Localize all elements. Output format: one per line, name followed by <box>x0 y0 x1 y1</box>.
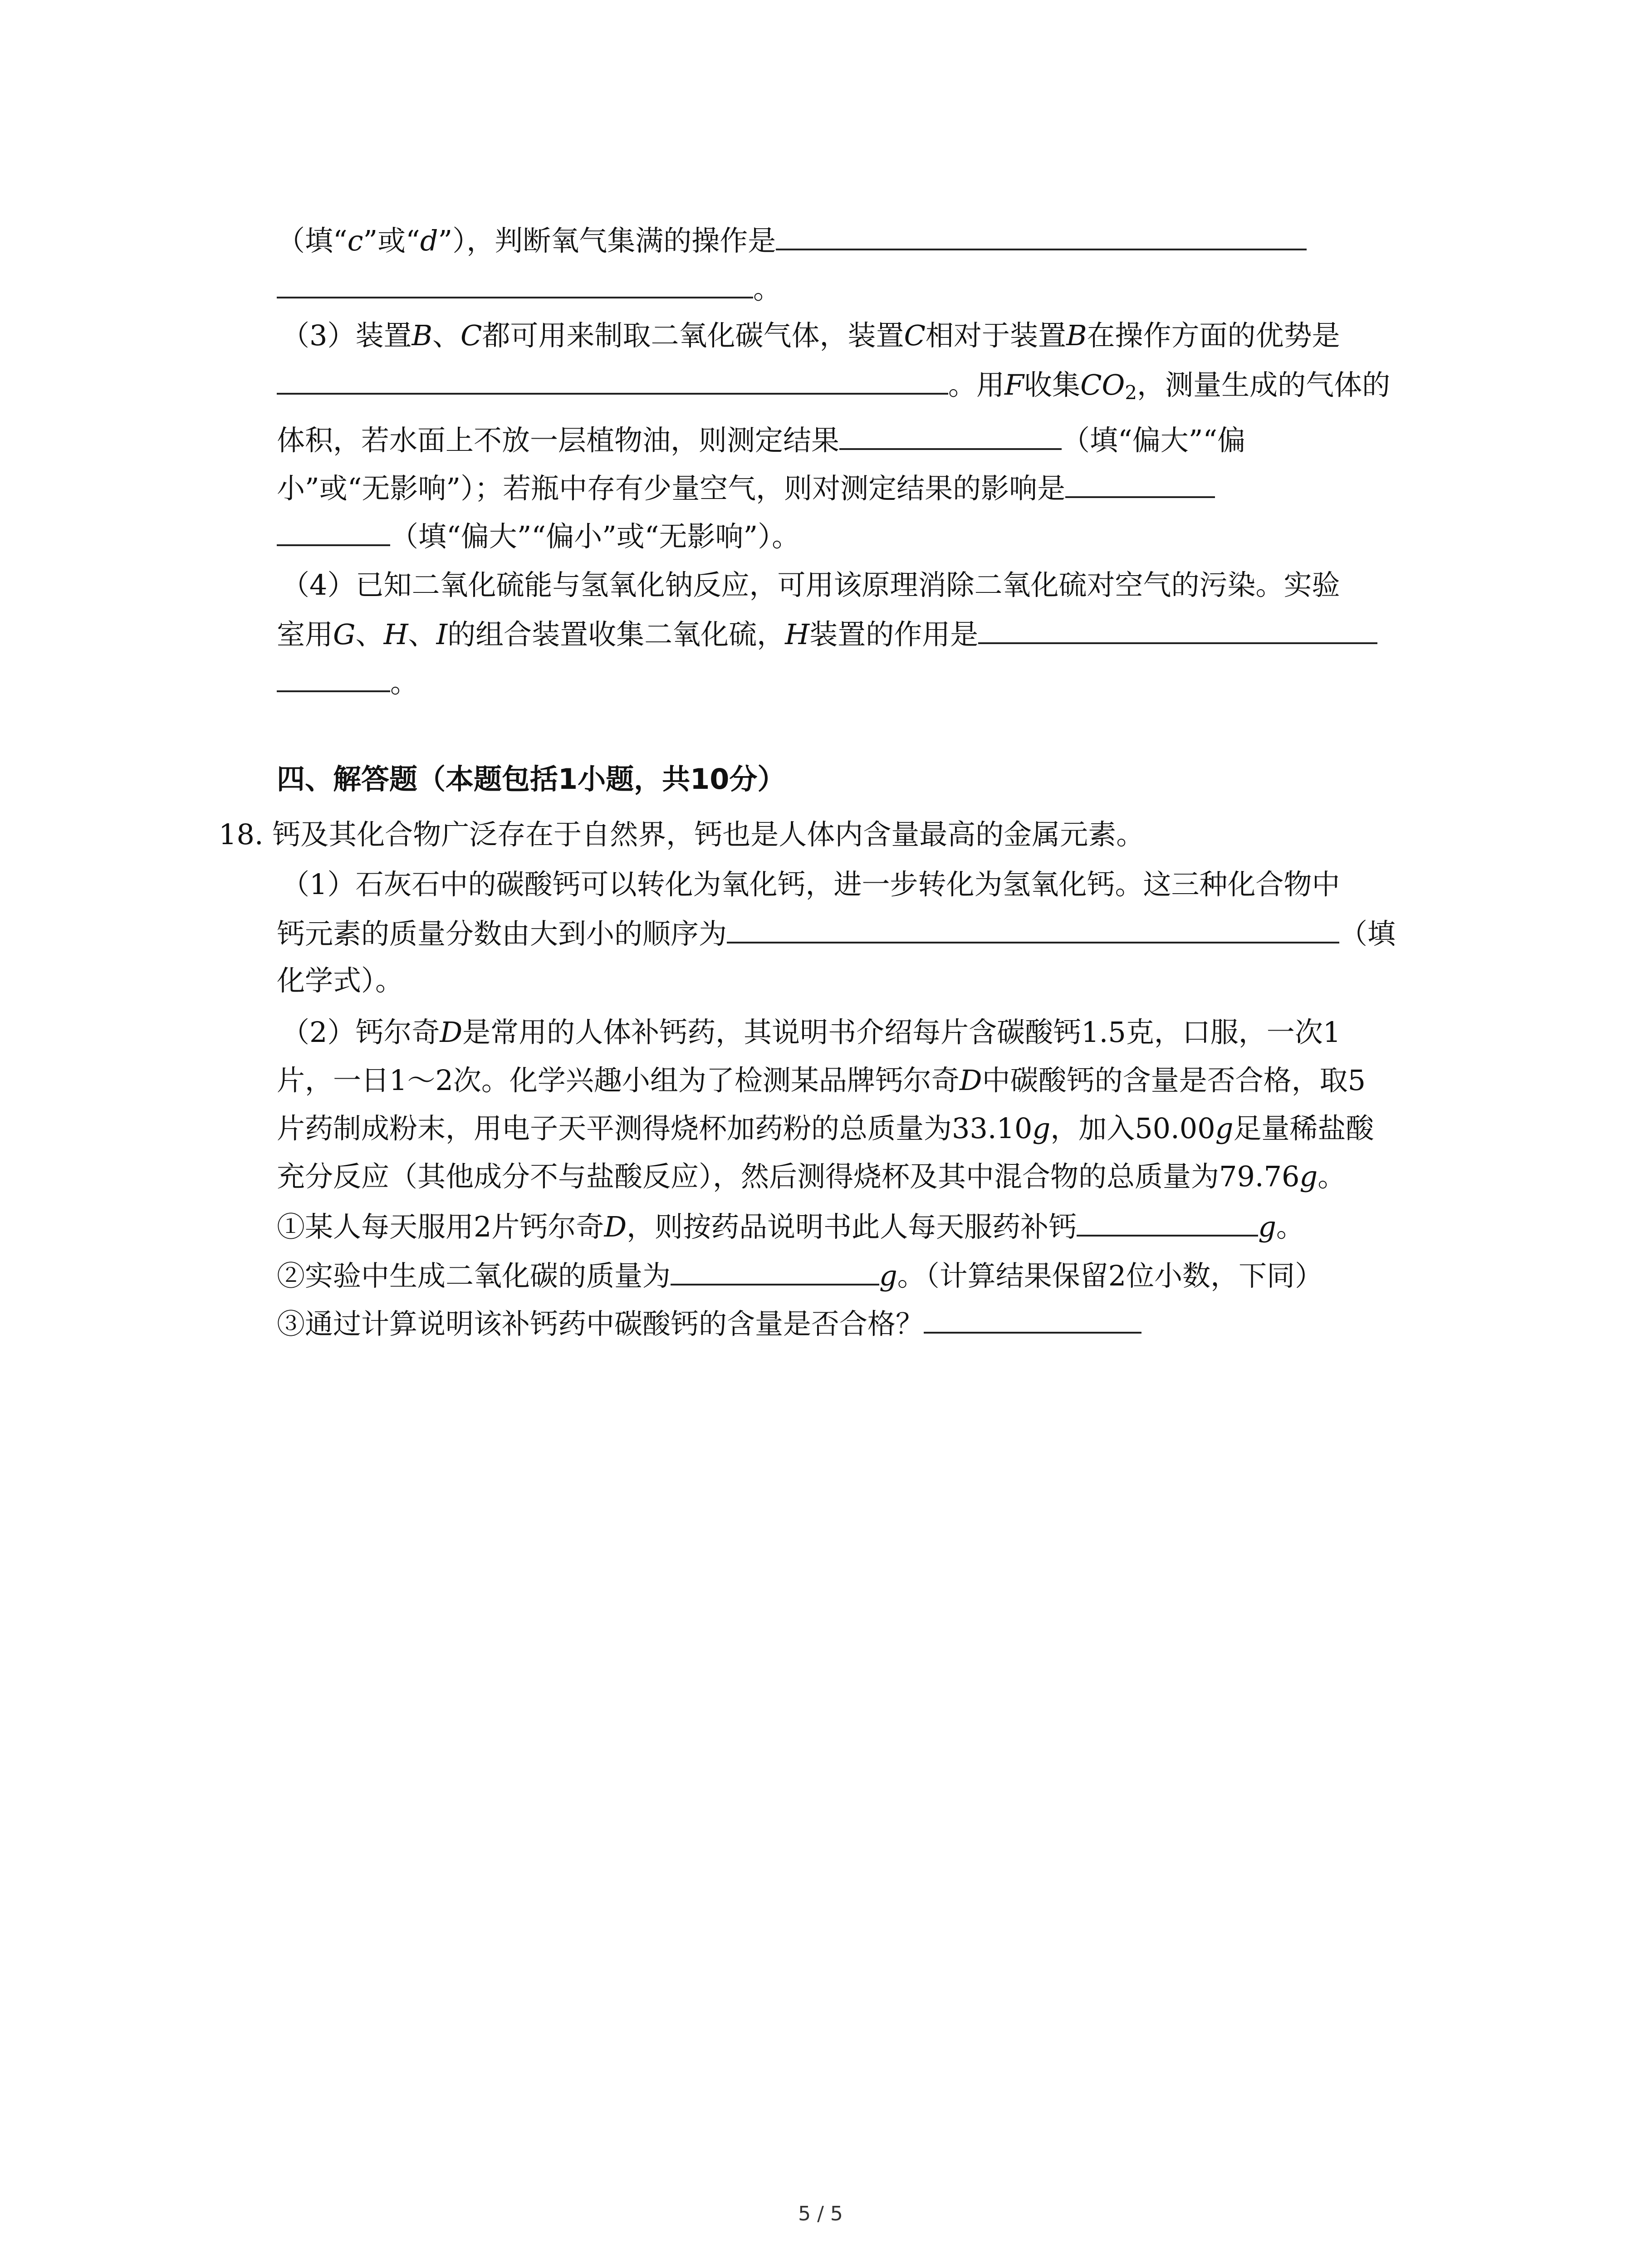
q17-part3-line-4 <box>277 464 1215 510</box>
text: 。 <box>1276 1210 1304 1243</box>
text: ”），判断氧气集满的操作是 <box>438 224 776 257</box>
text: （2）钙尔奇 <box>281 1016 440 1049</box>
text: 中碳酸钙的含量是否合格，取5 <box>982 1064 1366 1097</box>
device-label: F <box>1004 368 1024 401</box>
text: 装置的作用是 <box>809 618 979 651</box>
unit-gram: g <box>1258 1210 1276 1243</box>
text: 18. 钙及其化合物广泛存在于自然界，钙也是人体内含量最高的金属元素。 <box>219 818 1145 851</box>
text: 、 <box>355 618 384 651</box>
unit-gram: g <box>879 1259 897 1292</box>
q18-subquestion-1 <box>277 1203 1304 1248</box>
text: ①某人每天服用2片钙尔奇 <box>277 1210 604 1243</box>
device-label: G <box>333 618 356 651</box>
text: 化学式）。 <box>277 964 404 997</box>
text: ②实验中生成二氧化碳的质量为 <box>277 1259 671 1292</box>
text: ，加入50.00 <box>1050 1112 1215 1145</box>
text: ”或“ <box>363 224 420 257</box>
answer-blank[interactable] <box>839 416 1062 450</box>
text: 体积，若水面上不放一层植物油，则测定结果 <box>277 424 840 457</box>
answer-blank[interactable] <box>776 217 1307 250</box>
text: 钙元素的质量分数由大到小的顺序为 <box>277 917 727 950</box>
unit-gram: g <box>1032 1112 1051 1145</box>
text: 室用 <box>277 618 333 651</box>
text: 都可用来制取二氧化碳气体，装置 <box>482 319 904 352</box>
answer-blank[interactable] <box>924 1300 1141 1334</box>
text: 。 <box>390 666 419 699</box>
q18-part2-line-2 <box>277 1058 1366 1103</box>
section-heading: 四、解答题（本题包括1小题，共10分） <box>277 763 786 796</box>
q17-part3-line-2 <box>277 361 1390 406</box>
q17-part3-line-5 <box>277 513 800 558</box>
formula-subscript: 2 <box>1125 381 1137 404</box>
unit-gram: g <box>1215 1112 1234 1145</box>
q18-part1-line-2 <box>277 910 1396 955</box>
q18-stem <box>219 812 1144 857</box>
text: （填 <box>1339 917 1396 950</box>
text: 小”或“无影响”）；若瓶中存有少量空气，则对测定结果的影响是 <box>277 472 1066 505</box>
q18-part2-line-4 <box>277 1154 1346 1199</box>
drug-label: D <box>604 1210 627 1243</box>
answer-blank[interactable] <box>978 611 1377 644</box>
q17-line-1 <box>277 217 1307 262</box>
text: 。（计算结果保留2位小数，下同） <box>897 1259 1323 1292</box>
text: 足量稀盐酸 <box>1233 1112 1374 1145</box>
text: 片，一日1～2次。化学兴趣小组为了检测某品牌钙尔奇 <box>277 1064 960 1097</box>
text: ③通过计算说明该补钙药中碳酸钙的含量是否合格？ <box>277 1307 924 1340</box>
device-label: H <box>785 618 810 651</box>
formula-co2: CO <box>1080 368 1125 401</box>
q17-part4-line-1 <box>281 562 1340 608</box>
q18-part2-line-1 <box>281 1010 1341 1055</box>
text: 。 <box>1318 1160 1346 1193</box>
answer-blank[interactable] <box>671 1252 879 1286</box>
q17-line-2 <box>277 265 781 310</box>
text: （4）已知二氧化硫能与氢氧化钠反应，可用该原理消除二氧化硫对空气的污染。实验 <box>281 568 1340 601</box>
q18-subquestion-3 <box>277 1300 1141 1345</box>
text: 收集 <box>1024 368 1081 401</box>
q18-part2-line-3 <box>277 1106 1374 1151</box>
text: 相对于装置 <box>925 319 1066 352</box>
q17-part3-line-1 <box>281 313 1340 358</box>
text: 是常用的人体补钙药，其说明书介绍每片含碳酸钙1.5克，口服，一次1 <box>462 1016 1341 1049</box>
answer-blank[interactable] <box>1065 464 1215 498</box>
answer-blank[interactable] <box>277 659 390 692</box>
answer-blank[interactable] <box>277 265 753 298</box>
text: 在操作方面的优势是 <box>1087 319 1340 352</box>
text: （填“ <box>277 224 348 257</box>
device-label: H <box>383 618 408 651</box>
q18-part1-line-1 <box>281 862 1340 907</box>
text: 的组合装置收集二氧化硫， <box>447 618 785 651</box>
device-label: B <box>1066 319 1087 352</box>
text: （3）装置 <box>281 319 412 352</box>
device-label: I <box>436 618 448 651</box>
option-c: c <box>347 224 363 257</box>
answer-blank[interactable] <box>277 513 390 546</box>
text: 。用 <box>948 368 1005 401</box>
text: 片药制成粉末，用电子天平测得烧杯加药粉的总质量为33.10 <box>277 1112 1033 1145</box>
text: 。 <box>753 272 782 305</box>
drug-label: D <box>440 1016 463 1049</box>
device-label: C <box>460 319 482 352</box>
text: （填“偏大”“偏小”或“无影响”）。 <box>390 520 800 553</box>
text: ，则按药品说明书此人每天服药补钙 <box>627 1210 1077 1243</box>
q18-subquestion-2 <box>277 1252 1323 1297</box>
q17-part3-line-3 <box>277 416 1245 462</box>
answer-blank[interactable] <box>727 910 1339 943</box>
q18-part1-line-3 <box>277 958 403 1003</box>
text: （1）石灰石中的碳酸钙可以转化为氧化钙，进一步转化为氢氧化钙。这三种化合物中 <box>281 868 1340 901</box>
option-d: d <box>420 224 438 257</box>
text: 、 <box>408 618 436 651</box>
q17-part4-line-2 <box>277 611 1377 656</box>
text: 充分反应（其他成分不与盐酸反应），然后测得烧杯及其中混合物的总质量为79.76 <box>277 1160 1300 1193</box>
drug-label: D <box>959 1064 982 1097</box>
page-number: 5 / 5 <box>798 2202 843 2225</box>
text: （填“偏大”“偏 <box>1062 424 1246 457</box>
q17-part4-line-3 <box>277 659 418 704</box>
unit-gram: g <box>1299 1160 1318 1193</box>
device-label: C <box>904 319 926 352</box>
text: 、 <box>432 319 461 352</box>
device-label: B <box>411 319 433 352</box>
answer-blank[interactable] <box>1077 1203 1258 1237</box>
text: ，测量生成的气体的 <box>1137 368 1391 401</box>
answer-blank[interactable] <box>277 361 948 395</box>
